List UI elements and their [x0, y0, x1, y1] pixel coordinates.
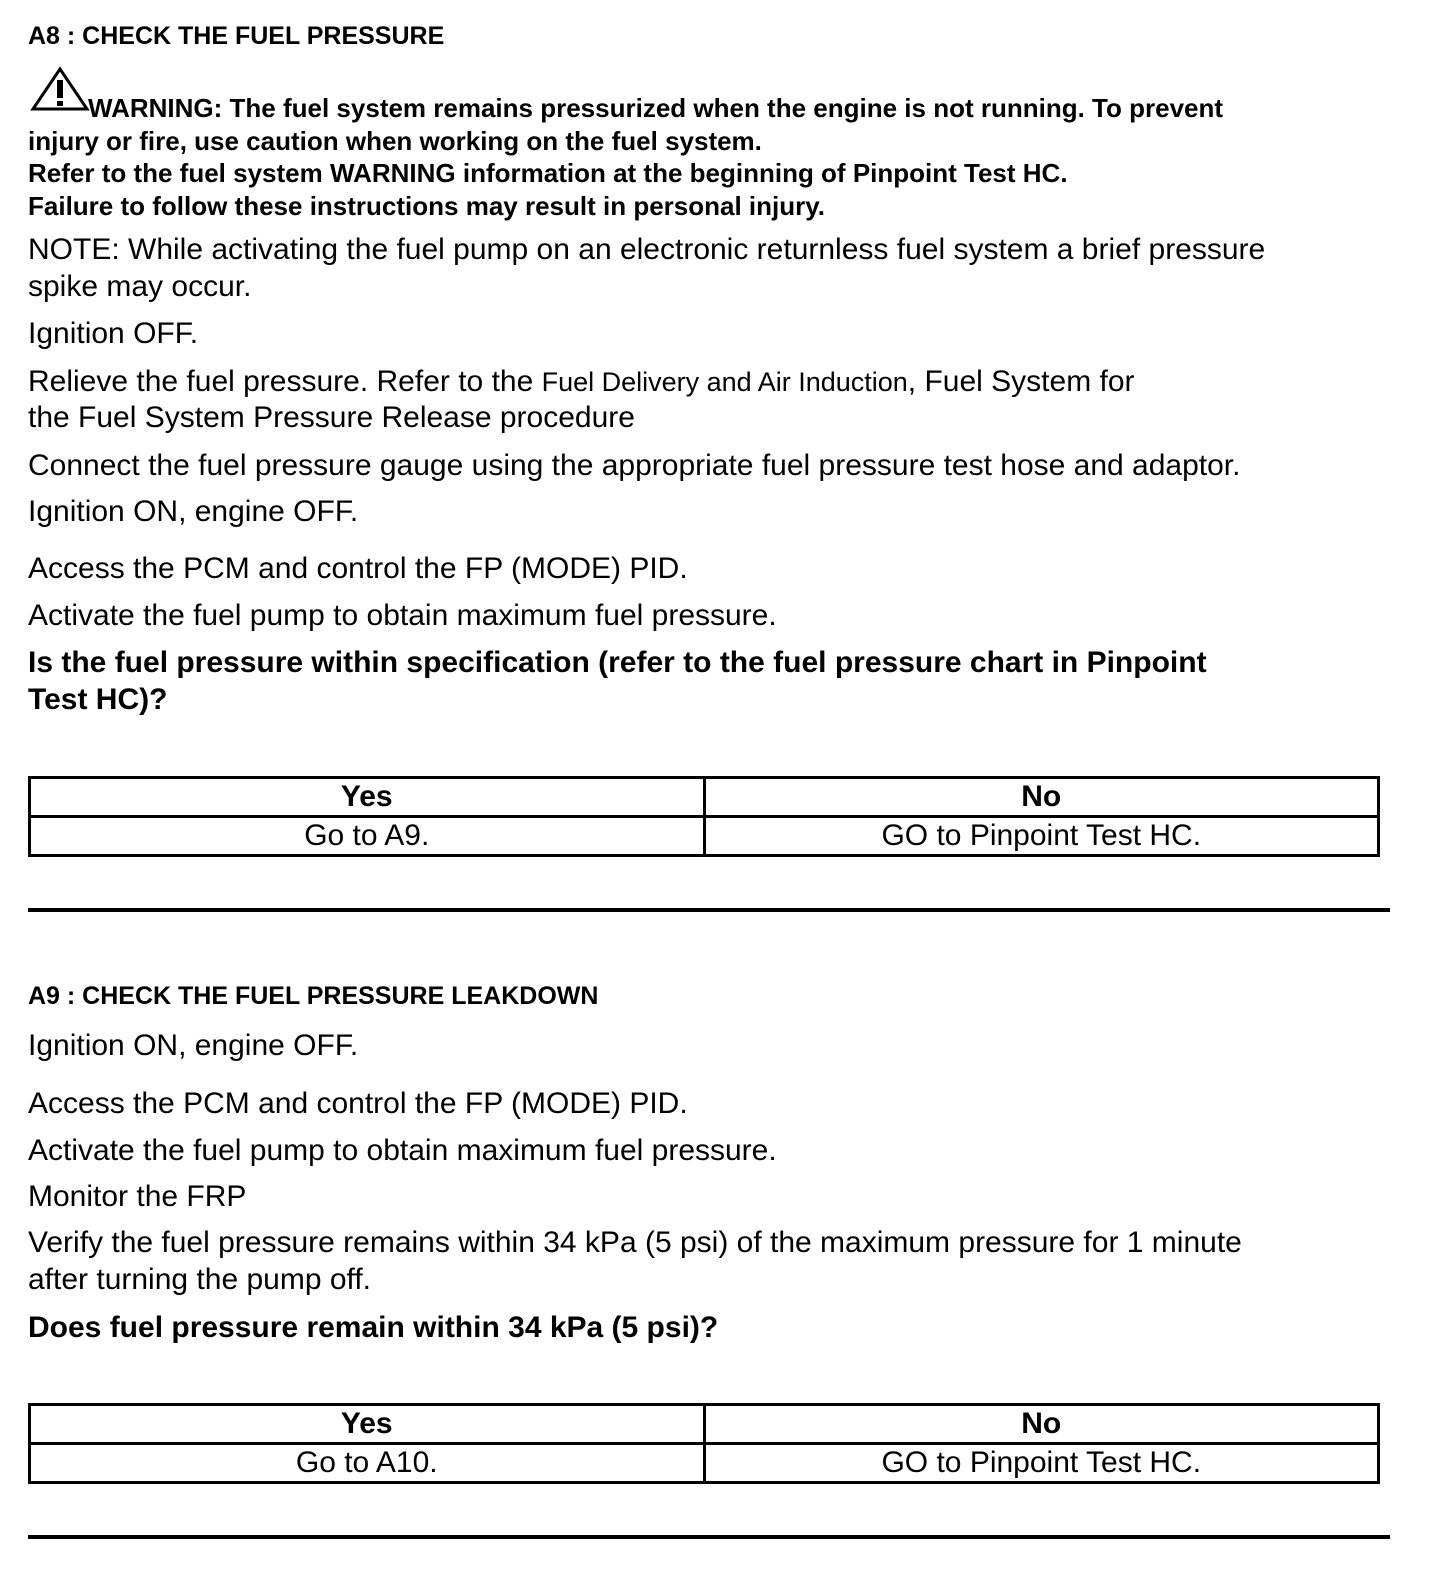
a8-question-2: Test HC)? — [28, 683, 168, 716]
warning-line-1: WARNING: The fuel system remains pressurized when the engine is not running. To prevent — [88, 93, 1224, 123]
a8-heading: A8 : CHECK THE FUEL PRESSURE — [28, 22, 445, 50]
note-line-2: spike may occur. — [28, 270, 252, 303]
fuel-delivery-link[interactable]: Fuel Delivery and Air Induction — [541, 367, 908, 397]
step-ignition-on: Ignition ON, engine OFF. — [28, 495, 359, 528]
step-activate: Activate the fuel pump to obtain maximum fuel pressure. — [28, 599, 777, 632]
a9-verify-2: after turning the pump off. — [28, 1263, 371, 1296]
a9-result-table — [28, 1403, 1380, 1484]
a9-heading: A9 : CHECK THE FUEL PRESSURE LEAKDOWN — [28, 982, 599, 1010]
yes-header: Yes — [30, 1405, 705, 1444]
a9-ignition-on: Ignition ON, engine OFF. — [28, 1029, 359, 1062]
yes-header: Yes — [30, 778, 705, 817]
warning-line-2: injury or fire, use caution when working on the fuel system. — [28, 126, 762, 156]
relieve-text-b: , Fuel System for — [907, 365, 1135, 398]
step-access: Access the PCM and control the FP (MODE) PID. — [28, 552, 688, 585]
a9-verify-1: Verify the fuel pressure remains within 34 kPa (5 psi) of the maximum pressure for 1 minute — [28, 1226, 1242, 1259]
no-action: GO to Pinpoint Test HC. — [704, 1444, 1379, 1483]
warning-line-3: Refer to the fuel system WARNING information at the beginning of Pinpoint Test HC. — [28, 158, 1068, 188]
warning-icon — [30, 66, 90, 112]
yes-action: Go to A9. — [30, 817, 705, 856]
no-action: GO to Pinpoint Test HC. — [704, 817, 1379, 856]
no-header: No — [704, 778, 1379, 817]
a9-question: Does fuel pressure remain within 34 kPa (5 psi)? — [28, 1311, 719, 1344]
note-line-1: NOTE: While activating the fuel pump on an electronic returnless fuel system a brief pressure — [28, 233, 1266, 266]
no-header: No — [704, 1405, 1379, 1444]
a9-monitor: Monitor the FRP — [28, 1180, 247, 1213]
step-connect: Connect the fuel pressure gauge using the appropriate fuel pressure test hose and adaptor. — [28, 449, 1241, 482]
step-relieve — [28, 363, 1135, 401]
a8-result-table — [28, 776, 1380, 857]
divider — [28, 908, 1390, 912]
warning-line-4: Failure to follow these instructions may result in personal injury. — [28, 191, 825, 221]
a9-access: Access the PCM and control the FP (MODE) PID. — [28, 1087, 688, 1120]
relieve-text: Relieve the fuel pressure. Refer to the — [28, 365, 542, 398]
divider — [28, 1535, 1390, 1539]
step-relieve-2: the Fuel System Pressure Release procedure — [28, 401, 635, 434]
step-ignition-off: Ignition OFF. — [28, 317, 199, 350]
a9-activate: Activate the fuel pump to obtain maximum fuel pressure. — [28, 1134, 777, 1167]
a8-question-1: Is the fuel pressure within specification (refer to the fuel pressure chart in Pinpoint — [28, 646, 1207, 679]
yes-action: Go to A10. — [30, 1444, 705, 1483]
